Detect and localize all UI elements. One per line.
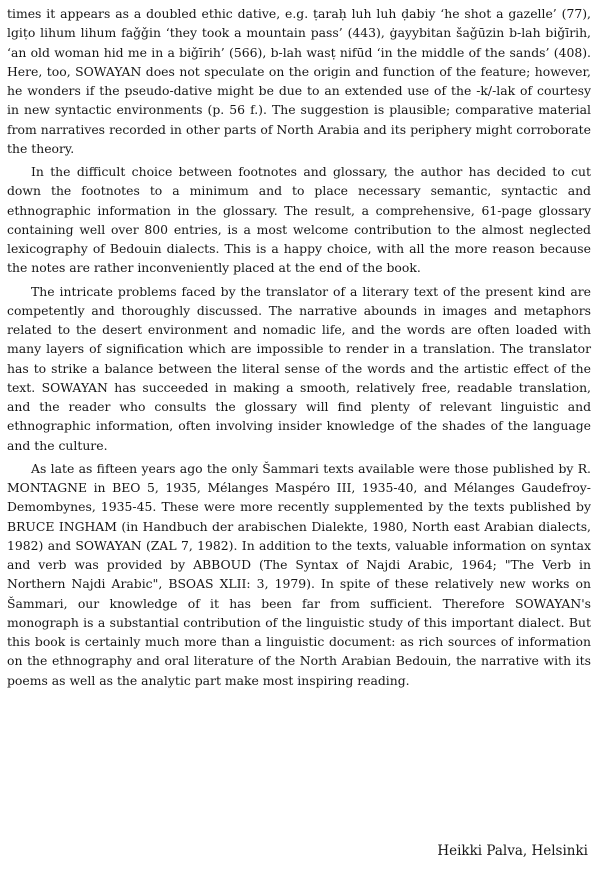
paragraph-glossary: In the difficult choice between footnotes and glossary, the author has decided to cut down the footnotes to a minimum and to place necessary semantic, syntactic and ethnographic information in the glossary. The result, a comprehensive, 61-page glossary containing well over 800 entries, is a most welcome contribution to the almost neglected lexicography of Bedouin dialects. This is a happy choice, with all the more reason because the notes are rather inconveniently placed at the end of the book.	[7, 164, 591, 276]
paragraph-dative-discussion: times it appears as a doubled ethic dative, e.g. ṭaraḥ luh luh ḍabiy ‘he shot a gazelle’ (77), lgiṭo lihum lihum faǧǧin ‘they took a mountain pass’ (443), ġayybitan šaǧūzin b-lah biǧīrih, ‘an old woman hid me in a biǧīrih’ (566), b-lah wasṭ nifūd ‘in the middle of the sands’ (408). Here, too, SOWAYAN does not speculate on the origin and function of the feature; however, he wonders if the pseudo-dative might be due to an extended use of the -k/-lak of courtesy in new syntactic environments (p. 56 f.). The suggestion is plausible; comparative material from narratives recorded in other parts of North Arabia and its periphery might corroborate the theory.	[7, 6, 591, 156]
author-signature: Heikki Palva, Helsinki	[437, 843, 588, 859]
paragraph-sammari-texts: As late as fifteen years ago the only Šammari texts available were those published by R. MONTAGNE in BEO 5, 1935, Mélanges Maspéro III, 1935-40, and Mélanges Gaudefroy-Demombynes, 1935-45. These were more recently supplemented by the texts published by BRUCE INGHAM (in Handbuch der arabischen Dialekte, 1980, North east Arabian dialects, 1982) and SOWAYAN (ZAL 7, 1982). In addition to the texts, valuable information on syntax and verb was provided by ABBOUD (The Syntax of Najdi Arabic, 1964; "The Verb in Northern Najdi Arabic", BSOAS XLII: 3, 1979). In spite of these relatively new works on Šammari, our knowledge of it has been far from sufficient. Therefore SOWAYAN's monograph is a substantial contribution of the linguistic study of this important dialect. But this book is certainly much more than a linguistic document: as rich sources of information on the ethnography and oral literature of the North Arabian Bedouin, the narrative with its poems as well as the analytic part make most inspiring reading.	[7, 460, 591, 688]
review-page	[7, 4, 591, 690]
paragraph-translation: The intricate problems faced by the translator of a literary text of the present kind are competently and thoroughly discussed. The narrative abounds in images and metaphors related to the desert environment and nomadic life, and the words are often loaded with many layers of signification which are impossible to render in a translation. The translator has to strike a balance between the literal sense of the words and the artistic effect of the text. SOWAYAN has succeeded in making a smooth, relatively free, readable translation, and the reader who consults the glossary will find plenty of relevant linguistic and ethnographic information, often involving insider knowledge of the shades of the language and the culture.	[7, 283, 591, 453]
